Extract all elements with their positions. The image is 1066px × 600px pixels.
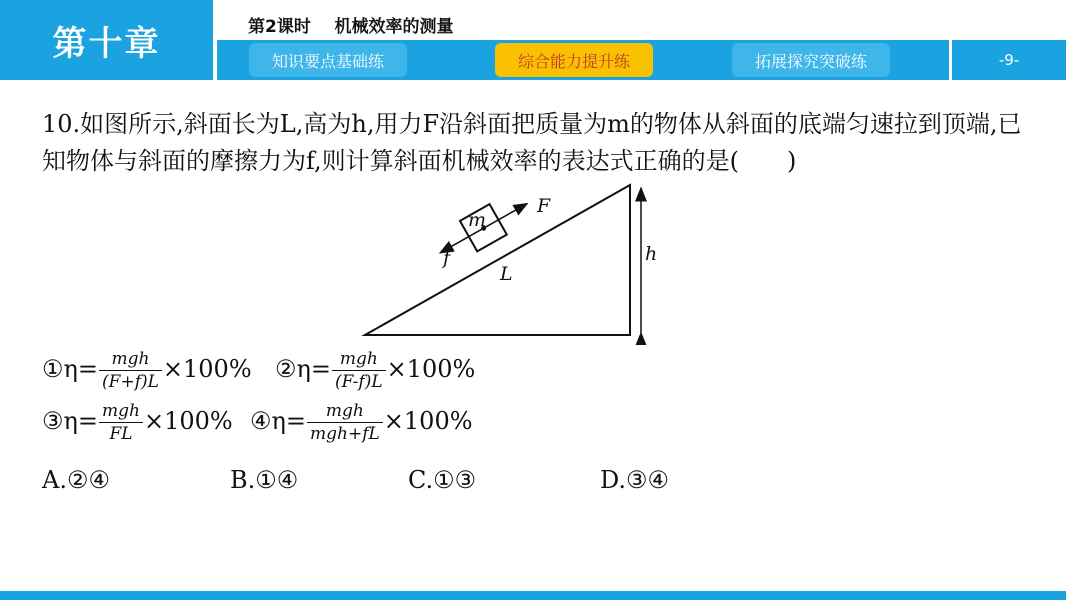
label-L: L [500,263,513,285]
question-text: 10.如图所示,斜面长为L,高为h,用力F沿斜面把质量为m的物体从斜面的底端匀速拉到顶端,已知物体与斜面的摩擦力为f,则计算斜面机械效率的表达式正确的是( ) [42,110,1022,175]
option-d[interactable]: D.③④ [600,466,670,494]
footer-bar [0,591,1066,600]
chapter-title: 第十章 [0,0,213,80]
incline-diagram [355,180,675,345]
tab-extension-exploration[interactable]: 拓展探究突破练 [732,43,890,77]
option-a[interactable]: A.②④ [42,466,110,494]
option-b[interactable]: B.①④ [230,466,299,494]
option-c[interactable]: C.①③ [408,466,477,494]
page-number: -9- [952,40,1066,80]
formula-1: ①η= $\frac{\text{mgh}}{(F+f)L}$ ×100% [42,349,252,392]
lesson-title: 第2课时 机械效率的测量 [248,17,454,37]
formula-3: ③η= $\frac{\text{mgh}}{FL}$ ×100% [42,401,233,444]
label-h: h [645,243,658,265]
label-m: m [468,209,487,231]
formula-4: ④η= $\frac{\text{mgh}}{\text{mgh+fL}}$ ×100% [250,401,473,444]
tab-ability-improvement[interactable]: 综合能力提升练 [495,43,653,77]
formula-2: ②η= $\frac{\text{mgh}}{(F-f)L}$ ×100% [275,349,476,392]
label-F: F [537,195,551,217]
incline-triangle [365,185,630,335]
tab-basic-practice[interactable]: 知识要点基础练 [249,43,407,77]
label-f: f [443,247,451,269]
